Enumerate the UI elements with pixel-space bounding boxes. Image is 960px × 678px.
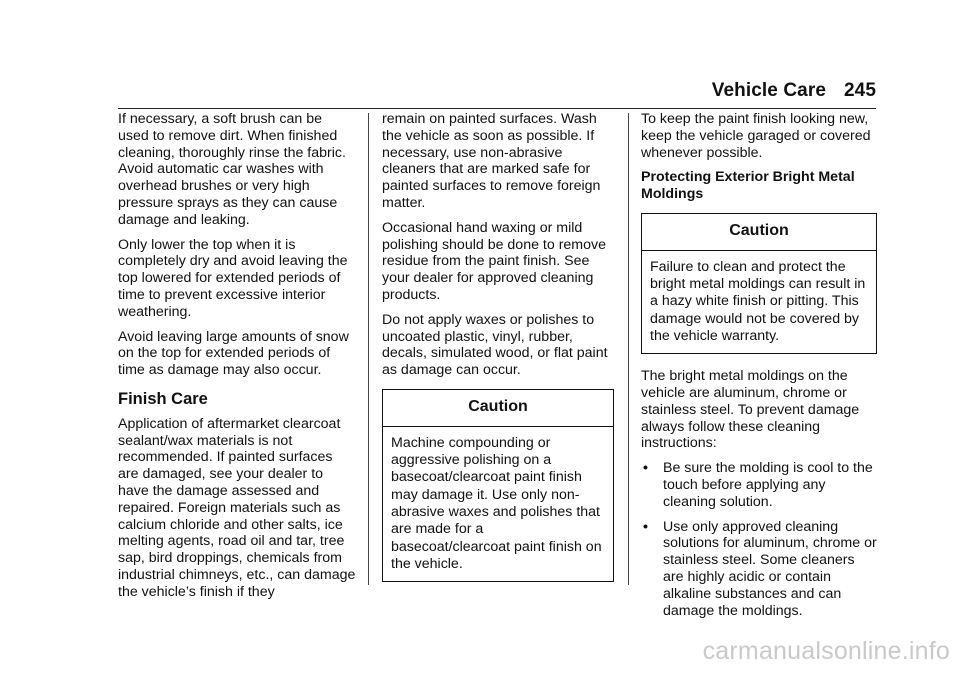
header-rule [118,108,876,109]
subheading-bright-metal: Protecting Exterior Bright Metal Moldings [641,169,855,203]
paragraph-aftermarket-clearcoat: Application of aftermarket clearcoat sealant/wax materials is not recommended. If painted surfaces are damaged, see your dealer to have the damage assessed and repaired. Foreign materials such as calcium chloride and other salts, ice melting agents, road oil and tar, tree sap, bird droppings, chemicals from industrial chimneys, etc., can damage the vehicle’s finish if they [118,415,356,600]
bullet-mark: • [643,460,648,477]
caution-box-polishing [382,389,614,582]
list-item-text: Use only approved cleaning solutions for aluminum, chrome or stainless steel. Some cleaners are highly acidic or contain alkaline substances and can damage the moldings. [663,518,877,619]
paragraph-wash-vehicle: remain on painted surfaces. Wash the vehicle as soon as possible. If necessary, use non-abrasive cleaners that are marked safe for painted surfaces to remove foreign matter. [382,111,601,211]
section-title: Vehicle Care [711,80,826,101]
paragraph-hand-waxing: Occasional hand waxing or mild polishing should be done to remove residue from the paint finish. See your dealer for approved cleaning products. [382,219,607,303]
caution-title: Caution [383,390,613,427]
caution-body: Machine compounding or aggressive polishing on a basecoat/clearcoat paint finish may damage it. Use only non-abrasive waxes and polishes that are made for a basecoat/clearcoat paint finish on the vehicle. [391,434,602,572]
column-2 [382,111,614,596]
column-1 [118,111,356,609]
list-item [641,519,877,620]
paragraph-snow: Avoid leaving large amounts of snow on the top for extended periods of time as damage may also occur. [118,328,349,379]
cleaning-instructions-list [641,460,877,619]
paragraph-no-waxes: Do not apply waxes or polishes to uncoated plastic, vinyl, rubber, decals, simulated wood, or flat paint as damage can occur. [382,311,608,379]
list-item [641,460,877,510]
heading-finish-care: Finish Care [118,389,208,408]
caution-body: Failure to clean and protect the bright metal moldings can result in a hazy white finish or pitting. This damage would not be covered by the vehicle warranty. [650,258,866,344]
paragraph-moldings-material: The bright metal moldings on the vehicle are aluminum, chrome or stainless steel. To prevent damage always follow these cleaning instructions: [641,368,860,452]
page-header [712,80,876,102]
column-3 [641,111,877,627]
column-divider-1 [368,113,369,585]
watermark: carmanualsonline.info [702,637,950,665]
caution-box-moldings [641,213,877,354]
bullet-mark: • [643,518,648,535]
page-number: 245 [843,80,876,101]
paragraph-lower-top: Only lower the top when it is completely dry and avoid leaving the top lowered for extended periods of time to prevent excessive interior weathering. [118,236,348,320]
caution-title: Caution [642,214,876,251]
column-divider-2 [628,113,629,585]
list-item-text: Be sure the molding is cool to the touch before applying any cleaning solution. [663,460,873,510]
paragraph-soft-brush: If necessary, a soft brush can be used to remove dirt. When finished cleaning, thoroughly rinse the fabric. Avoid automatic car washes with overhead brushes or very high pressure sprays as they can cause damage and leaking. [118,111,346,228]
paragraph-garaged: To keep the paint finish looking new, keep the vehicle garaged or covered whenever possible. [641,111,871,161]
